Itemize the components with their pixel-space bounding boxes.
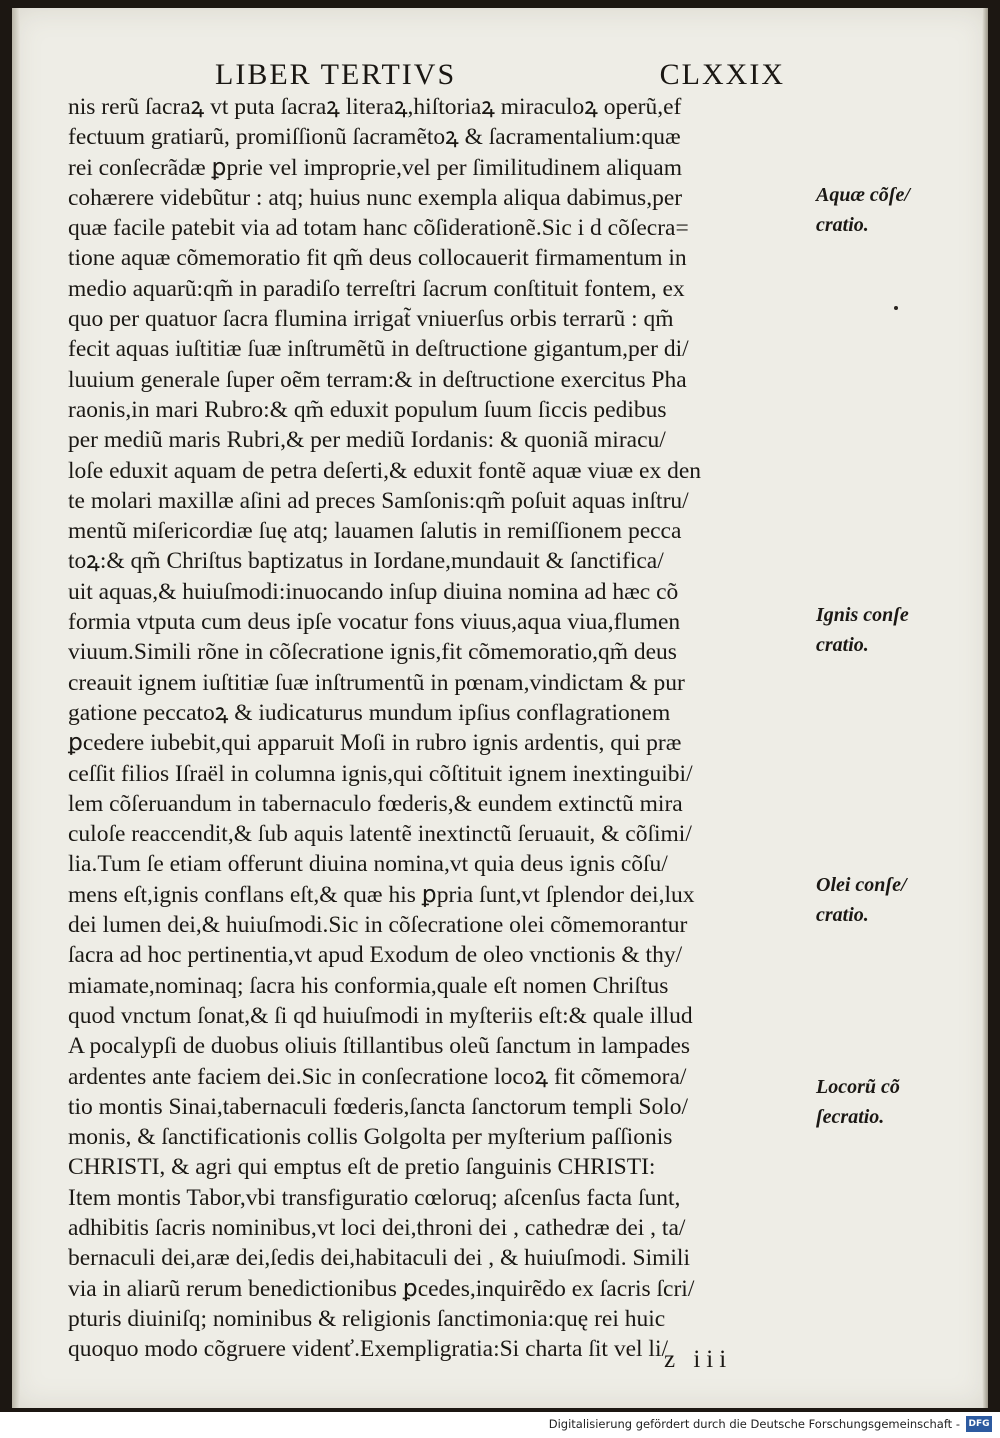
text-line: pturis diuiniſq; nominibus & religionis ſanctimonia:quę rei huic xyxy=(68,1305,666,1332)
text-line: cohærere videbũtur : atq; huius nunc exempla aliqua dabimus,per xyxy=(68,184,683,211)
running-title: LIBER TERTIVS xyxy=(215,58,457,91)
text-line: viuum.Simili rõne in cõſecratione ignis,fit cõmemoratio,qm̃ deus xyxy=(68,639,677,666)
signature-mark: z iii xyxy=(664,1346,733,1373)
text-line: mens eſt,ignis conflans eſt,& quæ his ꝑpria ſunt,vt ſplendor dei,lux xyxy=(68,881,695,908)
text-line: medio aquarũ:qm̃ in paradiſo terreſtri ſacrum conſtituit fontem, ex xyxy=(68,275,685,302)
text-line: ꝑcedere iubebit,qui apparuit Moſi in rubro ignis ardentis, qui præ xyxy=(68,730,682,757)
text-line: quoquo modo cõgruere videnť.Exempligratia:Si charta ſit vel li/ xyxy=(68,1336,668,1363)
page-edge-left xyxy=(12,8,20,1408)
folio-number: CLXXIX xyxy=(659,58,785,91)
marginal-note-aquae xyxy=(816,180,986,240)
text-line: ceſſit filios Iſraël in columna ignis,qui cõſtituit ignem inextinguibi/ xyxy=(68,760,693,787)
text-line: miamate,nominaq; ſacra his conformia,quale eſt nomen Chriſtus xyxy=(68,972,669,999)
text-line: adhibitis ſacris nominibus,vt loci dei,throni dei , cathedræ dei , ta/ xyxy=(68,1214,686,1241)
marginal-note-line: ſecratio. xyxy=(816,1106,885,1128)
text-line: fectuum gratiarũ, promiſſionũ ſacramẽtoꝝ & ſacramentalium:quæ xyxy=(68,124,681,151)
marginal-note-line: Aquæ cõſe/ xyxy=(816,184,910,206)
marginal-note-line: Olei conſe/ xyxy=(816,874,907,896)
text-line: lia.Tum ſe etiam offerunt diuina nomina,vt quia deus ignis cõſu/ xyxy=(68,851,668,878)
text-line: quæ facile patebit via ad totam hanc cõſiderationẽ.Sic i d cõſecra= xyxy=(68,215,689,242)
text-line: raonis,in mari Rubro:& qm̃ eduxit populum ſuum ſiccis pedibus xyxy=(68,396,667,423)
marginal-note-line: cratio. xyxy=(816,904,869,926)
marginal-note-locorum xyxy=(816,1072,986,1132)
text-line: A pocalypſi de duobus oliuis ſtillantibus oleũ ſanctum in lampades xyxy=(68,1033,691,1060)
body-text xyxy=(68,92,813,1364)
text-line: gatione peccatoꝝ & iudicaturus mundum ipſius conflagrationem xyxy=(68,699,671,726)
text-line: toꝝ:& qm̃ Chriſtus baptizatus in Iordane,mundauit & ſanctifica/ xyxy=(68,548,664,575)
text-line: Item montis Tabor,vbi transfiguratio cœloruq; aſcenſus facta ſunt, xyxy=(68,1184,681,1211)
dfg-logo: DFG xyxy=(966,1416,992,1432)
text-line: formia vtputa cum deus ipſe vocatur fons viuus,aqua viua,flumen xyxy=(68,609,681,636)
text-line: nis rerũ ſacraꝝ vt puta ſacraꝝ literaꝝ,hiſtoriaꝝ miraculoꝝ operũ,ef xyxy=(68,94,682,120)
text-line: dei lumen dei,& huiuſmodi.Sic in cõſecratione olei cõmemorantur xyxy=(68,912,688,939)
ink-speck xyxy=(894,306,898,310)
running-head xyxy=(215,58,785,92)
text-line: creauit ignem iuſtitiæ ſuæ inſtrumentũ in pœnam,vindictam & pur xyxy=(68,669,685,696)
text-line: uit aquas,& huiuſmodi:inuocando inſup diuina nomina ad hæc cõ xyxy=(68,578,679,605)
marginal-note-ignis xyxy=(816,600,986,660)
text-line: CHRISTI, & agri qui emptus eſt de pretio ſanguinis CHRISTI: xyxy=(68,1154,656,1181)
text-line: per mediũ maris Rubri,& per mediũ Iordanis: & quoniã miracu/ xyxy=(68,427,666,454)
marginal-note-olei xyxy=(816,870,986,930)
text-line: tione aquæ cõmemoratio fit qm̃ deus collocauerit firmamentum in xyxy=(68,245,687,272)
marginal-note-line: Locorũ cõ xyxy=(816,1076,900,1098)
text-line: culoſe reaccendit,& ſub aquis latentẽ inextinctũ ſeruauit, & cõſimi/ xyxy=(68,821,692,848)
text-line: loſe eduxit aquam de petra deſerti,& eduxit fontẽ aquæ viuæ ex den xyxy=(68,457,702,484)
text-line: via in aliarũ rerum benedictionibus ꝑcedes,inquirẽdo ex ſacris ſcri/ xyxy=(68,1275,695,1302)
text-line: ardentes ante faciem dei.Sic in conſecratione locoꝝ fit cõmemora/ xyxy=(68,1063,687,1090)
marginal-note-line: cratio. xyxy=(816,214,869,236)
marginal-note-line: Ignis conſe xyxy=(816,604,909,626)
text-line: tio montis Sinai,tabernaculi fœderis,ſancta ſanctorum templi Solo/ xyxy=(68,1093,689,1120)
text-line: quod vnctum ſonat,& ſi qd huiuſmodi in myſteriis eſt:& quale illud xyxy=(68,1002,693,1029)
text-line: rei conſecrãdæ ꝑprie vel improprie,vel per ſimilitudinem aliquam xyxy=(68,154,682,181)
text-line: monis, & ſanctificationis collis Golgolta per myſterium paſſionis xyxy=(68,1124,673,1151)
text-line: fecit aquas iuſtitiæ ſuæ inſtrumẽtũ in deſtructione gigantum,per di/ xyxy=(68,336,689,363)
text-line: te molari maxillæ aſini ad preces Samſonis:qm̃ poſuit aquas inſtru/ xyxy=(68,487,689,514)
text-line: luuium generale ſuper oẽm terram:& in deſtructione exercitus Pha xyxy=(68,366,687,393)
text-line: mentũ miſericordiæ ſuę atq; lauamen ſalutis in remiſſionem pecca xyxy=(68,518,682,545)
footer-bar xyxy=(0,1412,1000,1438)
dfg-credit: Digitalisierung gefördert durch die Deutsche Forschungsgemeinschaft - xyxy=(548,1417,960,1431)
text-line: quo per quatuor ſacra flumina irrigat̃ vniuerſus orbis terrarũ : qm̃ xyxy=(68,306,674,333)
marginal-note-line: cratio. xyxy=(816,634,869,656)
text-line: bernaculi dei,aræ dei,ſedis dei,habitaculi dei , & huiuſmodi. Simili xyxy=(68,1245,690,1272)
text-line: ſacra ad hoc pertinentia,vt apud Exodum de oleo vnctionis & thy/ xyxy=(68,942,683,969)
text-line: lem cõſeruandum in tabernaculo fœderis,& eundem extinctũ mira xyxy=(68,790,683,817)
